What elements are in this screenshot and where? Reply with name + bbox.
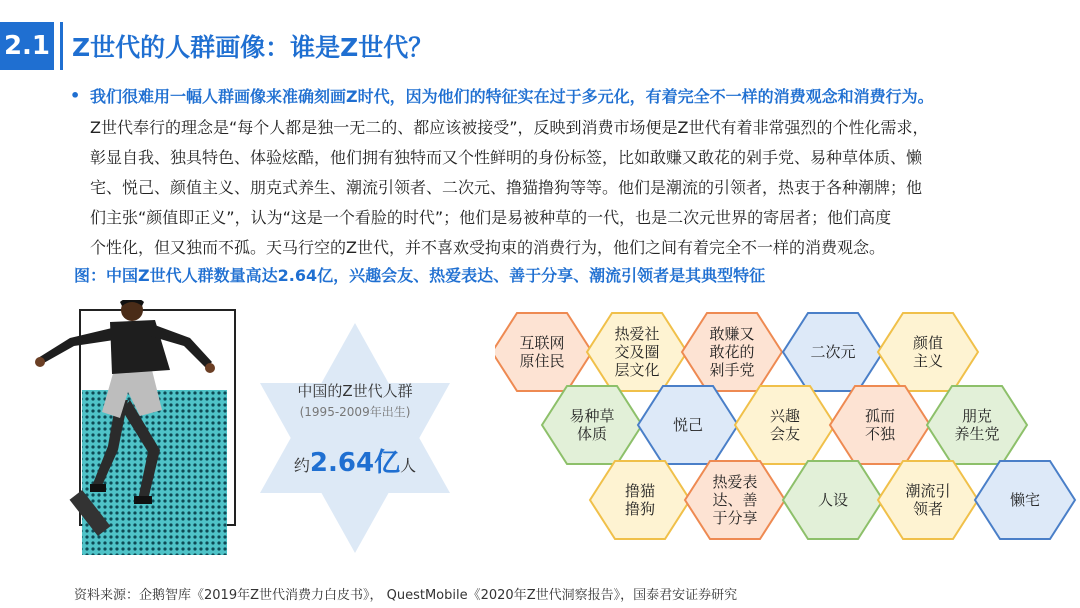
trait-label-line: 原住民 bbox=[519, 352, 565, 370]
trait-honeycomb bbox=[495, 300, 1080, 560]
trait-label bbox=[793, 491, 873, 509]
trait-label bbox=[552, 407, 632, 443]
section-number-badge: 2.1 bbox=[0, 22, 54, 70]
trait-label bbox=[985, 491, 1065, 509]
star-heading: 中国的Z世代人群 bbox=[297, 382, 413, 400]
trait-label-line: 剁手党 bbox=[709, 361, 755, 379]
trait-label-line: 热爱表 bbox=[712, 473, 758, 491]
bullet-marker: • bbox=[70, 86, 81, 105]
skateboarder-photo bbox=[30, 300, 245, 555]
trait-label bbox=[840, 407, 920, 443]
trait-label-line: 悦己 bbox=[672, 416, 703, 434]
page-title: Z世代的人群画像：谁是Z世代？ bbox=[72, 33, 434, 62]
lead-sentence: 我们很难用一幅人群画像来准确刻画Z时代，因为他们的特征实在过于多元化，有着完全不一样的消费观念和消费行为。 bbox=[90, 87, 934, 106]
trait-label-line: 领者 bbox=[912, 500, 943, 518]
star-content bbox=[250, 380, 460, 479]
figure-caption: 图：中国Z世代人群数量高达2.64亿，兴趣会友、热爱表达、善于分享、潮流引领者是其典型特征 bbox=[74, 266, 766, 285]
trait-label bbox=[502, 334, 582, 370]
trait-label-line: 主义 bbox=[912, 352, 943, 370]
trait-label-line: 交及圈 bbox=[614, 343, 660, 361]
trait-label-line: 易种草 bbox=[569, 407, 615, 425]
trait-label-line: 潮流引 bbox=[905, 482, 951, 500]
trait-label-line: 撸狗 bbox=[624, 500, 655, 518]
trait-label-line: 颜值 bbox=[912, 334, 943, 352]
trait-label-line: 层文化 bbox=[614, 361, 660, 379]
body-line: 彰显自我、独具特色、体验炫酷，他们拥有独特而又个性鲜明的身份标签，比如敢赚又敢花的剁手党、易种草体质、懒 bbox=[90, 148, 923, 167]
body-paragraph bbox=[90, 113, 1050, 263]
star-birth-range: (1995-2009年出生) bbox=[299, 405, 411, 419]
trait-label bbox=[600, 482, 680, 518]
trait-label bbox=[692, 325, 772, 379]
body-line: Z世代奉行的理念是“每个人都是独一无二的、都应该被接受”，反映到消费市场便是Z世代有着非常强烈的个性化需求， bbox=[90, 118, 929, 137]
trait-label bbox=[695, 473, 775, 527]
trait-label-line: 朋克 bbox=[961, 407, 992, 425]
title-divider bbox=[60, 22, 63, 70]
trait-label-line: 敢赚又 bbox=[709, 325, 755, 343]
population-number: 2.64亿 bbox=[309, 448, 401, 478]
source-note: 资料来源：企鹅智库《2019年Z世代消费力白皮书》， QuestMobile《2020年Z世代洞察报告》，国泰君安证券研究 bbox=[74, 588, 738, 603]
trait-label bbox=[888, 482, 968, 518]
trait-label-line: 互联网 bbox=[519, 334, 565, 352]
trait-label-line: 热爱社 bbox=[614, 325, 660, 343]
trait-label-line: 撸猫 bbox=[624, 482, 655, 500]
trait-label-line: 于分享 bbox=[712, 509, 758, 527]
population-prefix: 约 bbox=[293, 456, 310, 475]
trait-label-line: 不独 bbox=[864, 425, 895, 443]
trait-label bbox=[745, 407, 825, 443]
trait-label bbox=[937, 407, 1017, 443]
trait-label-line: 达、善 bbox=[712, 491, 758, 509]
trait-label-line: 兴趣 bbox=[769, 407, 800, 425]
trait-label bbox=[793, 343, 873, 361]
body-line: 宅、悦己、颜值主义、朋克式养生、潮流引领者、二次元、撸猫撸狗等等。他们是潮流的引领者，热衷于各种潮牌；他 bbox=[90, 178, 923, 197]
trait-label bbox=[648, 416, 728, 434]
trait-label bbox=[888, 334, 968, 370]
trait-label-line: 人设 bbox=[817, 491, 848, 509]
body-line: 们主张“颜值即正义”，认为“这是一个看脸的时代”；他们是易被种草的一代，也是二次元世界的寄居者；他们高度 bbox=[90, 208, 892, 227]
trait-label-line: 敢花的 bbox=[709, 343, 755, 361]
trait-label-line: 体质 bbox=[576, 425, 607, 443]
trait-label-line: 孤而 bbox=[864, 407, 895, 425]
trait-label-line: 懒宅 bbox=[1009, 491, 1040, 509]
star-population bbox=[250, 442, 460, 479]
trait-label-line: 会友 bbox=[769, 425, 800, 443]
trait-label-line: 二次元 bbox=[810, 343, 856, 361]
trait-label bbox=[597, 325, 677, 379]
population-suffix: 人 bbox=[400, 456, 417, 475]
trait-label-line: 养生党 bbox=[954, 425, 1000, 443]
body-line: 个性化，但又独而不孤。天马行空的Z世代，并不喜欢受拘束的消费行为，他们之间有着完全不一样的消费观念。 bbox=[90, 238, 885, 257]
